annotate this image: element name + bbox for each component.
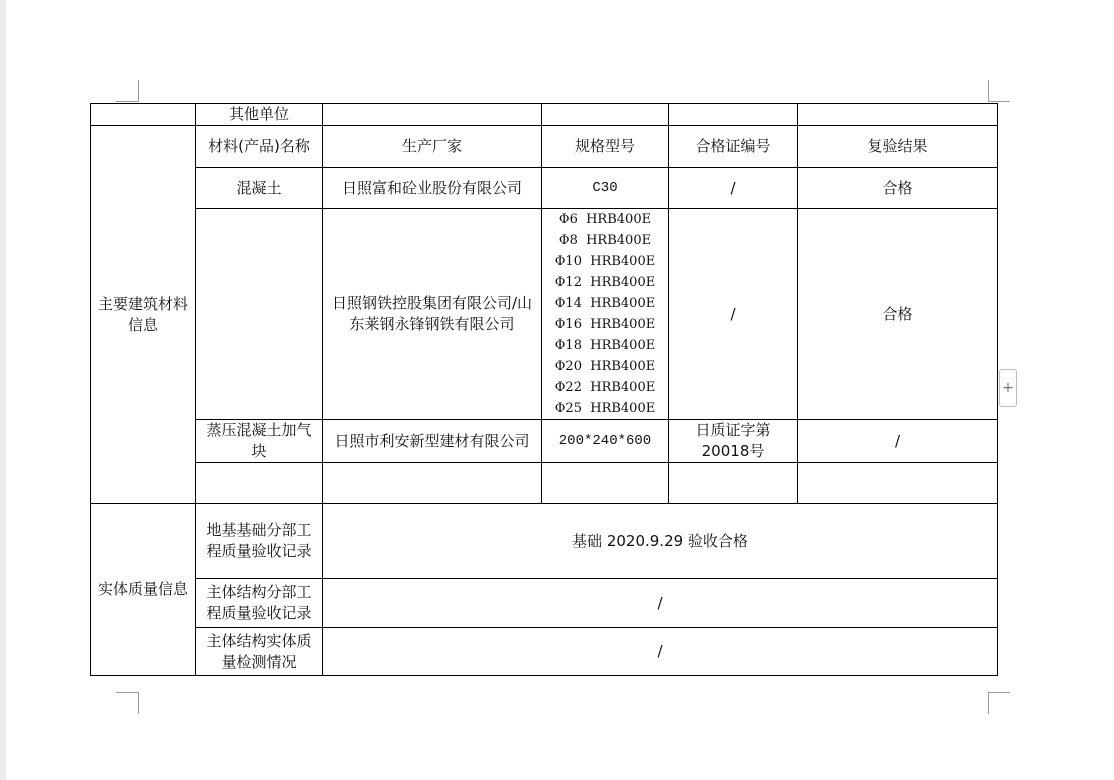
material-certificate: 日质证字第20018号 <box>669 420 798 463</box>
spec-line: Φ22 HRB400E <box>554 380 656 395</box>
material-result: 合格 <box>798 168 998 209</box>
quality-item-value: 基础 2020.9.29 验收合格 <box>323 504 998 579</box>
material-name: 混凝土 <box>196 168 323 209</box>
crop-mark-top-left-v <box>138 80 139 102</box>
header-certificate: 合格证编号 <box>669 126 798 168</box>
material-manufacturer: 日照富和砼业股份有限公司 <box>323 168 542 209</box>
material-certificate: / <box>669 209 798 420</box>
material-name: 蒸压混凝土加气块 <box>196 420 323 463</box>
spec-line: Φ8 HRB400E <box>558 233 652 248</box>
spec-line: Φ6 HRB400E <box>558 212 652 227</box>
other-unit-label: 其他单位 <box>196 104 323 126</box>
quality-item-value: / <box>323 579 998 628</box>
material-row-concrete <box>91 168 998 209</box>
cell-empty[interactable] <box>798 463 998 504</box>
cell-empty[interactable] <box>798 104 998 126</box>
header-result: 复验结果 <box>798 126 998 168</box>
spec-line: Φ12 HRB400E <box>554 275 656 290</box>
material-spec-list <box>542 209 669 420</box>
material-certificate: / <box>669 168 798 209</box>
left-margin-strip <box>0 0 6 780</box>
material-spec: 200*240*600 <box>542 420 669 463</box>
material-manufacturer: 日照市利安新型建材有限公司 <box>323 420 542 463</box>
materials-section-label: 主要建筑材料信息 <box>91 126 196 504</box>
cell-empty[interactable] <box>669 104 798 126</box>
cell-empty[interactable] <box>196 463 323 504</box>
spec-line: Φ14 HRB400E <box>554 296 656 311</box>
material-result: 合格 <box>798 209 998 420</box>
material-result: / <box>798 420 998 463</box>
header-manufacturer: 生产厂家 <box>323 126 542 168</box>
cell-empty[interactable] <box>323 104 542 126</box>
crop-mark-top-left-h <box>116 101 138 102</box>
crop-mark-bottom-left-h <box>116 692 138 693</box>
quality-row-structure-testing <box>91 628 998 676</box>
quality-item-label: 主体结构实体质量检测情况 <box>196 628 323 676</box>
spec-line: Φ16 HRB400E <box>554 317 656 332</box>
cell-empty[interactable] <box>542 104 669 126</box>
quality-row-foundation <box>91 504 998 579</box>
cell-empty[interactable] <box>669 463 798 504</box>
add-row-tab-plus-icon[interactable]: + <box>999 369 1017 407</box>
crop-mark-top-right-v <box>988 80 989 102</box>
header-spec: 规格型号 <box>542 126 669 168</box>
cell-empty[interactable] <box>91 104 196 126</box>
spec-line: Φ20 HRB400E <box>554 359 656 374</box>
material-name <box>196 209 323 420</box>
cell-empty[interactable] <box>542 463 669 504</box>
spec-line: Φ18 HRB400E <box>554 338 656 353</box>
crop-mark-bottom-right-v <box>988 692 989 714</box>
quality-row-main-structure <box>91 579 998 628</box>
material-row-empty <box>91 463 998 504</box>
spec-line: Φ25 HRB400E <box>554 401 656 416</box>
header-material-name: 材料(产品)名称 <box>196 126 323 168</box>
materials-header-row <box>91 126 998 168</box>
row-other-unit <box>91 104 998 126</box>
quality-item-label: 主体结构分部工程质量验收记录 <box>196 579 323 628</box>
quality-item-label: 地基基础分部工程质量验收记录 <box>196 504 323 579</box>
crop-mark-top-right-h <box>988 101 1010 102</box>
materials-quality-table <box>90 103 998 676</box>
material-row-steel <box>91 209 998 420</box>
material-spec: C30 <box>542 168 669 209</box>
material-manufacturer: 日照钢铁控股集团有限公司/山东莱钢永锋钢铁有限公司 <box>323 209 542 420</box>
crop-mark-bottom-right-h <box>988 692 1010 693</box>
quality-section-label: 实体质量信息 <box>91 504 196 676</box>
quality-item-value: / <box>323 628 998 676</box>
spec-line: Φ10 HRB400E <box>554 254 656 269</box>
material-row-aerated-block <box>91 420 998 463</box>
cell-empty[interactable] <box>323 463 542 504</box>
crop-mark-bottom-left-v <box>138 692 139 714</box>
